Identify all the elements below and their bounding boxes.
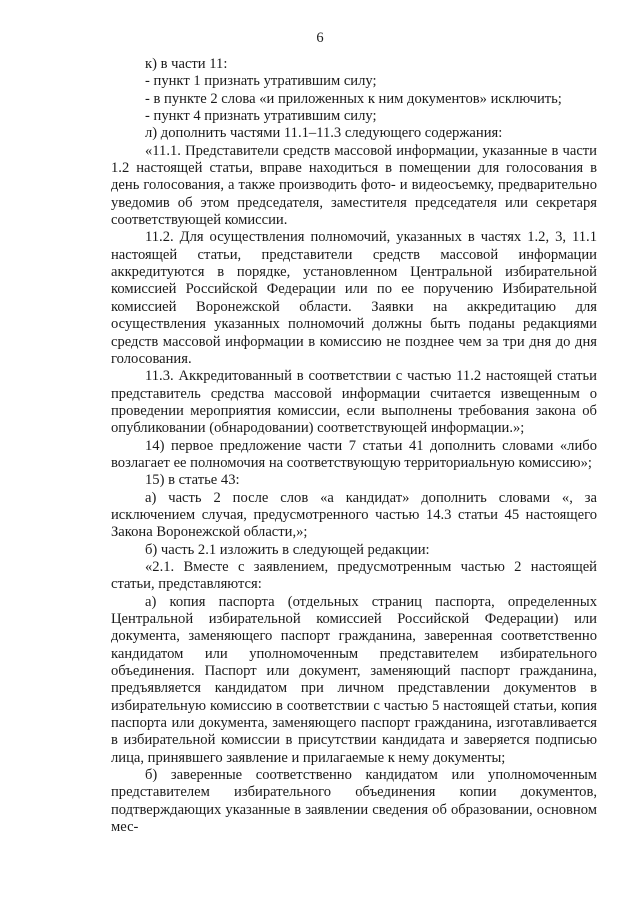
paragraph: а) копия паспорта (отдельных страниц паспорта, определенных Центральной избирательной комиссией Российской Федерации) или документа, заменяющего паспорт гражданина, заверенная соответственно кандидатом или уполномоченным представителем избирательного объединения. Паспорт или документ, заменяющий паспорт гражданина, предъявляется кандидатом при личном представлении документов в избирательную комиссию в соответствии с частью 5 настоящей статьи, копия паспорта или документа, заменяющего паспорт гражданина, изготавливается в избирательной комиссии в присутствии кандидата и заверяется подписью лица, принявшего заявление и прилагаемые к нему документы; bbox=[111, 593, 597, 766]
paragraph: 11.3. Аккредитованный в соответствии с частью 11.2 настоящей статьи представитель средства массовой информации считается извещенным о проведении мероприятия комиссии, если выполнены требования закона об опубликовании (обнародовании) соответствующей информации.»; bbox=[111, 368, 597, 437]
paragraph: - в пункте 2 слова «и приложенных к ним документов» исключить; bbox=[145, 90, 562, 107]
page-number: 6 bbox=[316, 30, 324, 46]
paragraph: к) в части 11: bbox=[145, 56, 228, 72]
paragraph: а) часть 2 после слов «а кандидат» дополнить словами «, за исключением случая, предусмотренного частью 14.3 статьи 45 настоящего Закона Воронежской области,»; bbox=[111, 489, 597, 541]
document-body bbox=[111, 56, 597, 836]
paragraph: - пункт 4 признать утратившим силу; bbox=[145, 108, 377, 125]
paragraph: 15) в статье 43: bbox=[145, 472, 240, 489]
paragraph: л) дополнить частями 11.1–11.3 следующего содержания: bbox=[145, 125, 503, 142]
paragraph: «11.1. Представители средств массовой информации, указанные в части 1.2 настоящей статьи, вправе находиться в помещении для голосования в день голосования, а также производить фото- и видеосъемку, предварительно уведомив об этом председателя, заместителя председателя или секретаря соответствующей комиссии. bbox=[111, 142, 597, 229]
paragraph: 14) первое предложение части 7 статьи 41 дополнить словами «либо возлагает ее полномочия на соответствующую территориальную комиссию»; bbox=[111, 437, 597, 471]
paragraph: б) заверенные соответственно кандидатом или уполномоченным представителем избирательного объединения копии документов, подтверждающих указанные в заявлении сведения об образовании, основном мес- bbox=[111, 767, 597, 836]
paragraph: б) часть 2.1 изложить в следующей редакции: bbox=[145, 541, 430, 558]
paragraph: - пункт 1 признать утратившим силу; bbox=[145, 73, 377, 90]
paragraph: 11.2. Для осуществления полномочий, указанных в частях 1.2, 3, 11.1 настоящей статьи, представители средств массовой информации аккредитуются в порядке, установленном Центральной избирательной комиссией Российской Федерации или по ее поручению Избирательной комиссией Воронежской области. Заявки на аккредитацию для осуществления указанных полномочий должны быть поданы редакциями средств массовой информации в комиссию не позднее чем за три дня до дня голосования. bbox=[111, 229, 597, 367]
paragraph: «2.1. Вместе с заявлением, предусмотренным частью 2 настоящей статьи, представляются: bbox=[111, 558, 597, 593]
